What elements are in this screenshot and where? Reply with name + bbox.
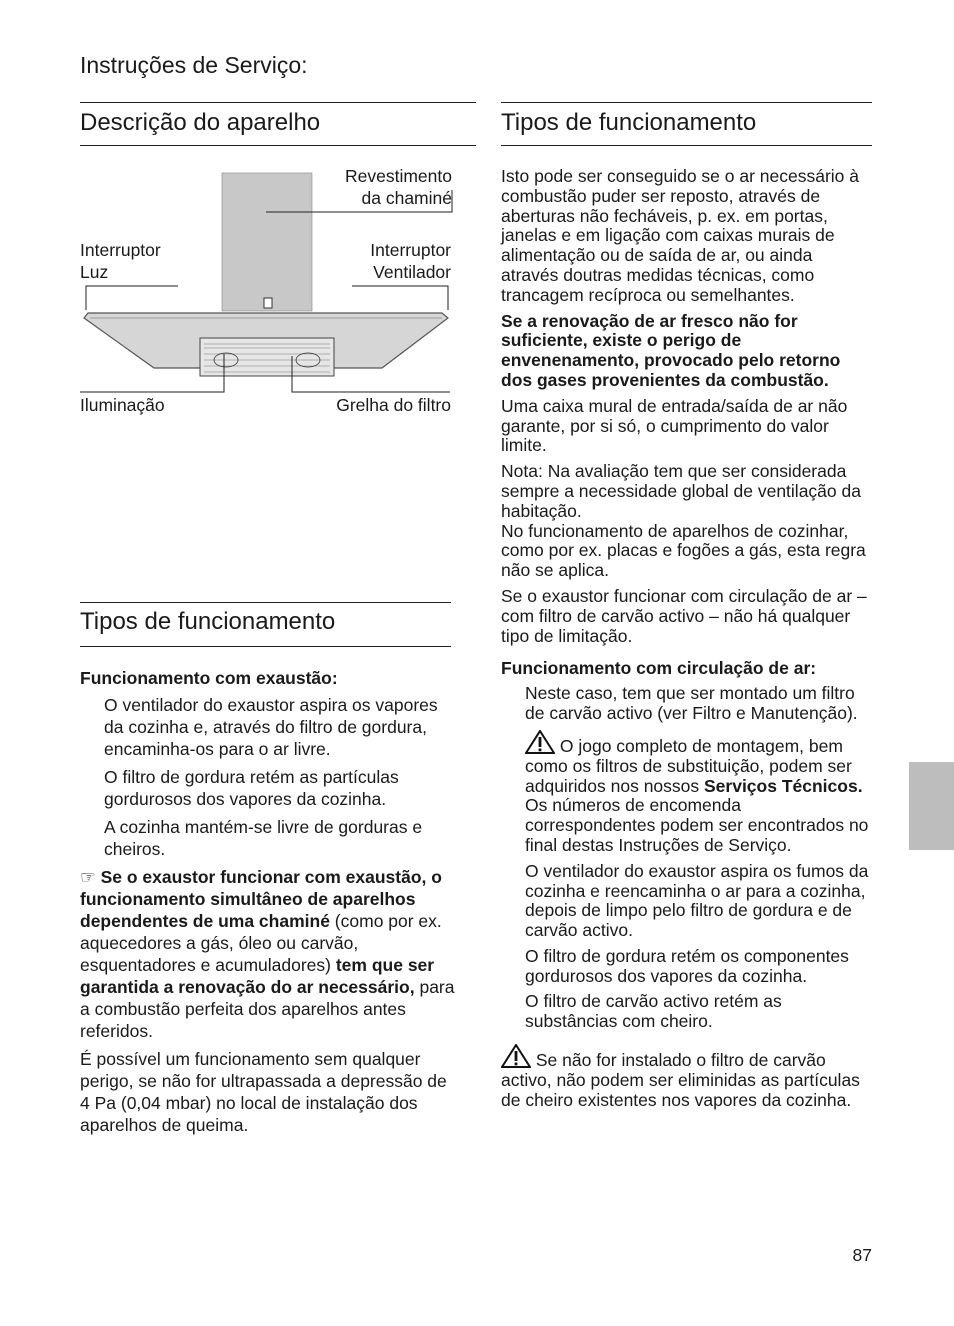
- exaustao-heading: Funcionamento com exaustão:: [80, 668, 338, 688]
- warning-icon: [525, 730, 555, 754]
- label-interruptor-vent-line1: Interruptor: [370, 240, 451, 260]
- circ-p3: O ventilador do exaustor aspira os fumos da cozinha e reencaminha o ar para a cozinha, depois de limpo pelo filtro de gordura e de carvão activo.: [525, 860, 869, 941]
- label-interruptor-ventilador: [300, 239, 451, 283]
- circ-p2b: Os números de encomenda correspondentes podem ser encontrados no final destas Instruções de Serviço.: [525, 795, 869, 855]
- exaustao-p3: A cozinha mantém-se livre de gorduras e cheiros.: [104, 817, 423, 859]
- right-p1: Isto pode ser conseguido se o ar necessário à combustão puder ser reposto, através de aberturas não fecháveis, p. ex. em portas, janelas e em ligação com caixas murais de alimentação ou de saída de ar, ou ainda através doutras medidas técnicas, como trancagem recíproca ou semelhantes.: [501, 166, 859, 305]
- right-rule-top: [501, 102, 872, 103]
- exaustao-p2: O filtro de gordura retém as partículas gordurosos dos vapores da cozinha.: [104, 767, 399, 809]
- note-bold-2: tem que ser garantida a renovação do ar necessário,: [80, 955, 435, 997]
- circ-p1: Neste caso, tem que ser montado um filtro de carvão activo (ver Filtro e Manutenção).: [525, 683, 858, 724]
- note-bold-1: Se o exaustor funcionar com exaustão, o funcionamento simultâneo de aparelhos dependentes de uma chaminé: [80, 867, 442, 931]
- pointing-hand-icon: ☞: [80, 867, 96, 887]
- possivel-paragraph: É possível um funcionamento sem qualquer perigo, se não for ultrapassada a depressão de 4 Pa (0,04 mbar) no local de instalação dos aparelhos de queima.: [80, 1049, 447, 1135]
- section2-rule-top: [80, 602, 451, 603]
- section-title-descricao: Descrição do aparelho: [80, 109, 321, 136]
- note-text-2: para a combustão perfeita dos aparelhos antes referidos.: [80, 977, 455, 1041]
- warning-final: [501, 1044, 872, 1110]
- right-p5: Se o exaustor funcionar com circulação de ar – com filtro de carvão activo – não há qualquer tipo de limitação.: [501, 585, 867, 646]
- servicos-tecnicos: Serviços Técnicos.: [704, 775, 863, 796]
- right-p3: Uma caixa mural de entrada/saída de ar não garante, por si só, o cumprimento do valor limite.: [501, 395, 848, 456]
- label-interruptor-luz-line2: Luz: [80, 262, 109, 282]
- right-p2-warning: Se a renovação de ar fresco não for suficiente, existe o perigo de envenenamento, provocado pelo retorno dos gases provenientes da combustão.: [501, 310, 841, 390]
- label-revestimento-line1: Revestimento: [345, 166, 452, 186]
- chimney-shape: [222, 173, 312, 311]
- chapter-tab: [909, 762, 954, 850]
- page-title: Instruções de Serviço:: [80, 52, 308, 78]
- exaustao-p1: O ventilador do exaustor aspira os vapores da cozinha e, através do filtro de gordura, encaminha-os para o ar livre.: [104, 695, 438, 759]
- circ-p2a: O jogo completo de montagem, bem como os filtros de substituição, podem ser adquiridos nos nossos: [525, 735, 852, 796]
- display-icon: [264, 298, 272, 308]
- section-rule-top: [80, 102, 476, 103]
- page-number: 87: [852, 1245, 872, 1265]
- label-iluminacao: Iluminação: [80, 395, 165, 415]
- label-grelha: Grelha do filtro: [336, 395, 451, 415]
- right-p4b: No funcionamento de aparelhos de cozinhar, como por ex. placas e fogões a gás, esta regra não se aplica.: [501, 520, 866, 581]
- label-interruptor-vent-line2: Ventilador: [373, 262, 451, 282]
- warning-icon: [501, 1044, 531, 1068]
- circ-p2: [501, 730, 872, 856]
- circ-p4: O filtro de gordura retém os componentes gordurosos dos vapores da cozinha.: [525, 945, 849, 986]
- label-interruptor-luz-line1: Interruptor: [80, 240, 161, 260]
- label-interruptor-luz: [80, 239, 161, 283]
- section-title-tipos-right: Tipos de funcionamento: [501, 109, 757, 136]
- circ-p5: O filtro de carvão activo retém as substâncias com cheiro.: [525, 991, 782, 1032]
- right-p4: [501, 462, 872, 581]
- circ-heading: Funcionamento com circulação de ar:: [501, 658, 817, 679]
- left-body: [80, 668, 456, 1142]
- note-text-1: (como por ex. aquecedores a gás, óleo ou carvão, esquentadores e acumuladores): [80, 911, 442, 975]
- label-revestimento-line2: da chaminé: [361, 188, 452, 208]
- section-rule-bottom: [80, 145, 476, 146]
- section-title-tipos-left: Tipos de funcionamento: [80, 608, 336, 635]
- right-body: [501, 167, 872, 1116]
- note-paragraph: [80, 866, 456, 1042]
- right-p4a: Nota: Na avaliação tem que ser considerada sempre a necessidade global de ventilação da habitação.: [501, 461, 861, 521]
- right-rule-bottom: [501, 145, 872, 146]
- section2-rule-bottom: [80, 646, 451, 647]
- warning-final-text: Se não for instalado o filtro de carvão activo, não podem ser eliminidas as partículas de cheiro existentes nos vapores da cozinha.: [501, 1050, 860, 1110]
- label-revestimento: [300, 165, 452, 209]
